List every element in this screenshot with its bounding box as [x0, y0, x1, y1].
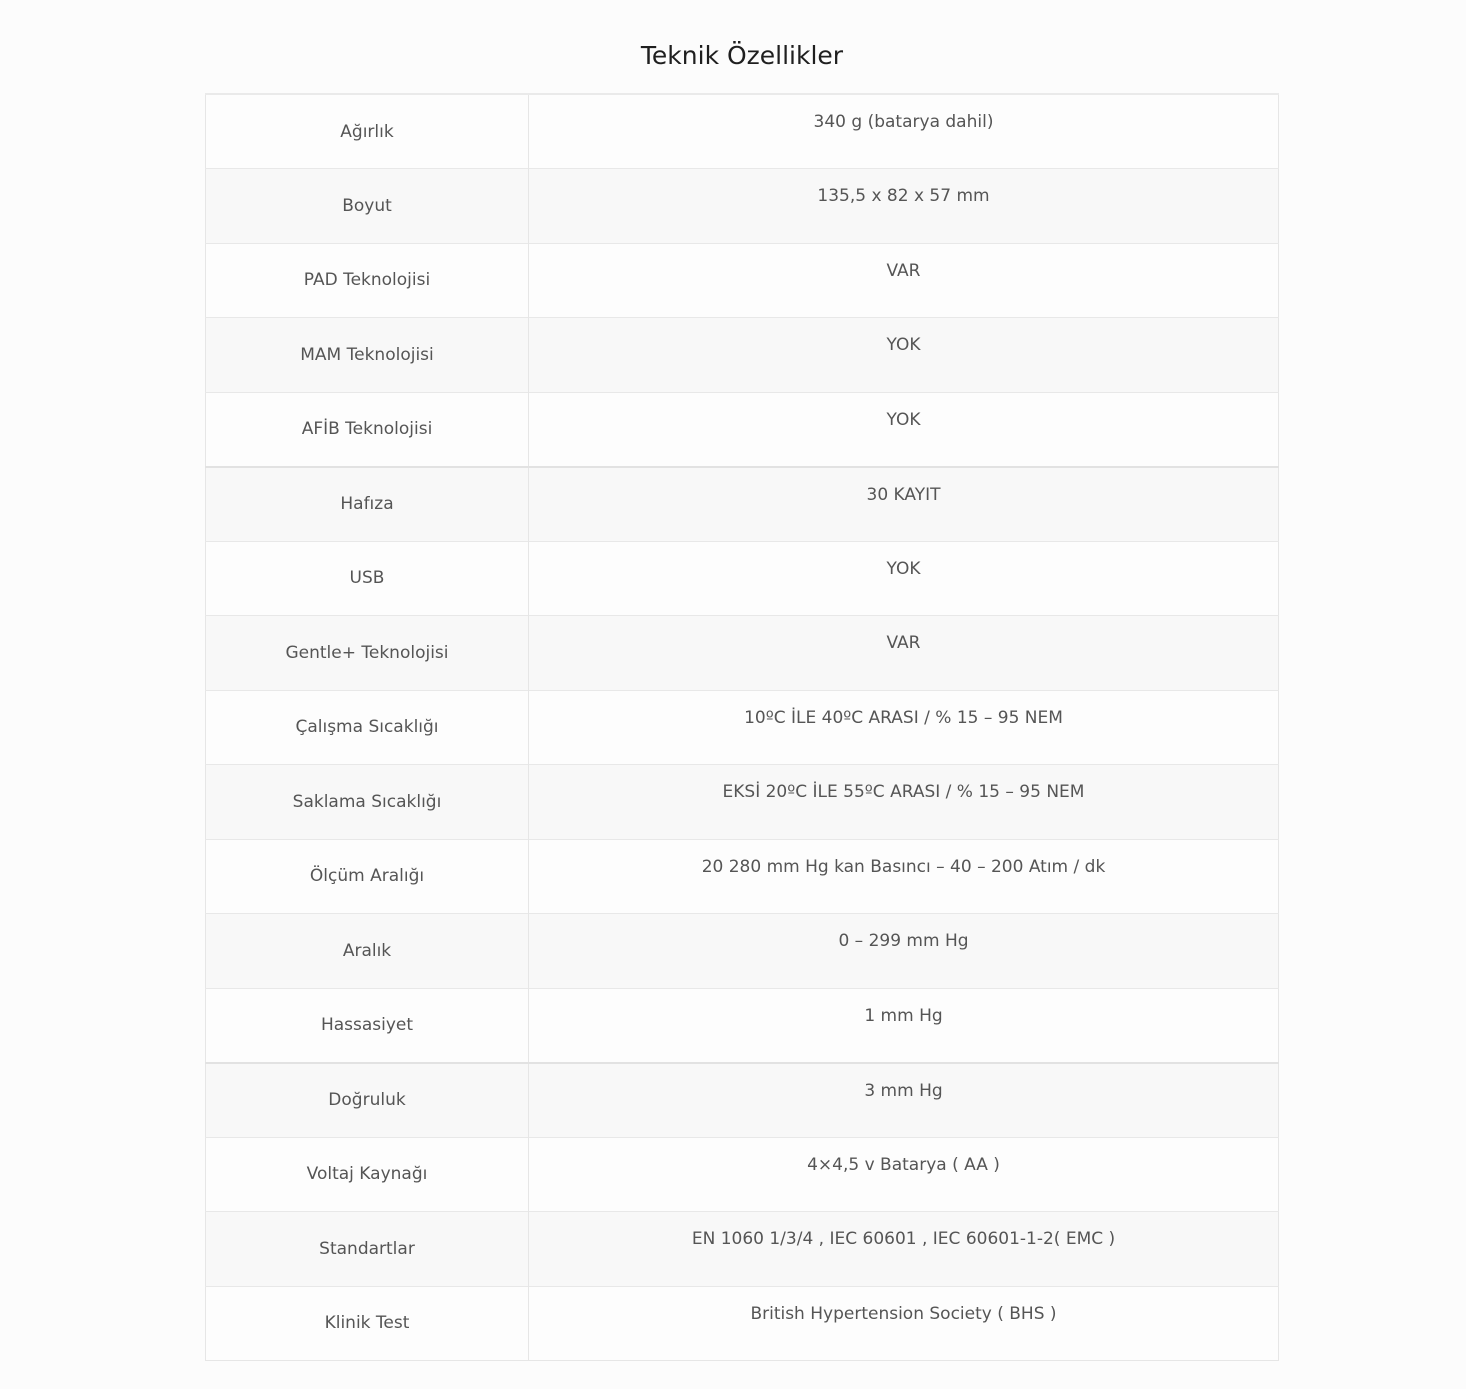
- table-row: [206, 988, 1279, 1063]
- spec-value: EN 1060 1/3/4 , IEC 60601 , IEC 60601-1-2( EMC ): [529, 1212, 1279, 1287]
- spec-table: [205, 93, 1279, 1361]
- table-row: [206, 1063, 1279, 1138]
- spec-value: 135,5 x 82 x 57 mm: [529, 169, 1279, 244]
- spec-value: British Hypertension Society ( BHS ): [529, 1286, 1279, 1361]
- table-row: [206, 392, 1279, 467]
- spec-value: VAR: [529, 243, 1279, 318]
- table-row: [206, 1286, 1279, 1361]
- table-row: [206, 1137, 1279, 1212]
- spec-value: 10ºC İLE 40ºC ARASI / % 15 – 95 NEM: [529, 690, 1279, 765]
- spec-value: 30 KAYIT: [529, 467, 1279, 542]
- spec-label: Çalışma Sıcaklığı: [206, 690, 529, 765]
- spec-value: 20 280 mm Hg kan Basıncı – 40 – 200 Atım / dk: [529, 839, 1279, 914]
- table-row: [206, 318, 1279, 393]
- spec-label: Gentle+ Teknolojisi: [206, 616, 529, 691]
- spec-value: 3 mm Hg: [529, 1063, 1279, 1138]
- spec-label: Standartlar: [206, 1212, 529, 1287]
- table-row: [206, 243, 1279, 318]
- spec-label: Ölçüm Aralığı: [206, 839, 529, 914]
- spec-value: VAR: [529, 616, 1279, 691]
- spec-label: Boyut: [206, 169, 529, 244]
- spec-value: 4×4,5 v Batarya ( AA ): [529, 1137, 1279, 1212]
- table-row: [206, 1212, 1279, 1287]
- spec-value: EKSİ 20ºC İLE 55ºC ARASI / % 15 – 95 NEM: [529, 765, 1279, 840]
- table-row: [206, 690, 1279, 765]
- spec-value: YOK: [529, 541, 1279, 616]
- spec-label: Hassasiyet: [206, 988, 529, 1063]
- table-row: [206, 541, 1279, 616]
- spec-label: Aralık: [206, 914, 529, 989]
- page-title: Teknik Özellikler: [640, 41, 844, 70]
- spec-label: Klinik Test: [206, 1286, 529, 1361]
- table-row: [206, 616, 1279, 691]
- spec-value: 340 g (batarya dahil): [529, 94, 1279, 169]
- spec-value: YOK: [529, 318, 1279, 393]
- spec-label: PAD Teknolojisi: [206, 243, 529, 318]
- spec-label: Doğruluk: [206, 1063, 529, 1138]
- spec-value: YOK: [529, 392, 1279, 467]
- spec-label: Saklama Sıcaklığı: [206, 765, 529, 840]
- table-row: [206, 94, 1279, 169]
- spec-label: USB: [206, 541, 529, 616]
- spec-label: AFİB Teknolojisi: [206, 392, 529, 467]
- spec-label: Voltaj Kaynağı: [206, 1137, 529, 1212]
- table-row: [206, 467, 1279, 542]
- spec-label: MAM Teknolojisi: [206, 318, 529, 393]
- table-row: [206, 765, 1279, 840]
- spec-value: 0 – 299 mm Hg: [529, 914, 1279, 989]
- table-row: [206, 839, 1279, 914]
- spec-value: 1 mm Hg: [529, 988, 1279, 1063]
- table-row: [206, 169, 1279, 244]
- spec-label: Ağırlık: [206, 94, 529, 169]
- spec-label: Hafıza: [206, 467, 529, 542]
- table-row: [206, 914, 1279, 989]
